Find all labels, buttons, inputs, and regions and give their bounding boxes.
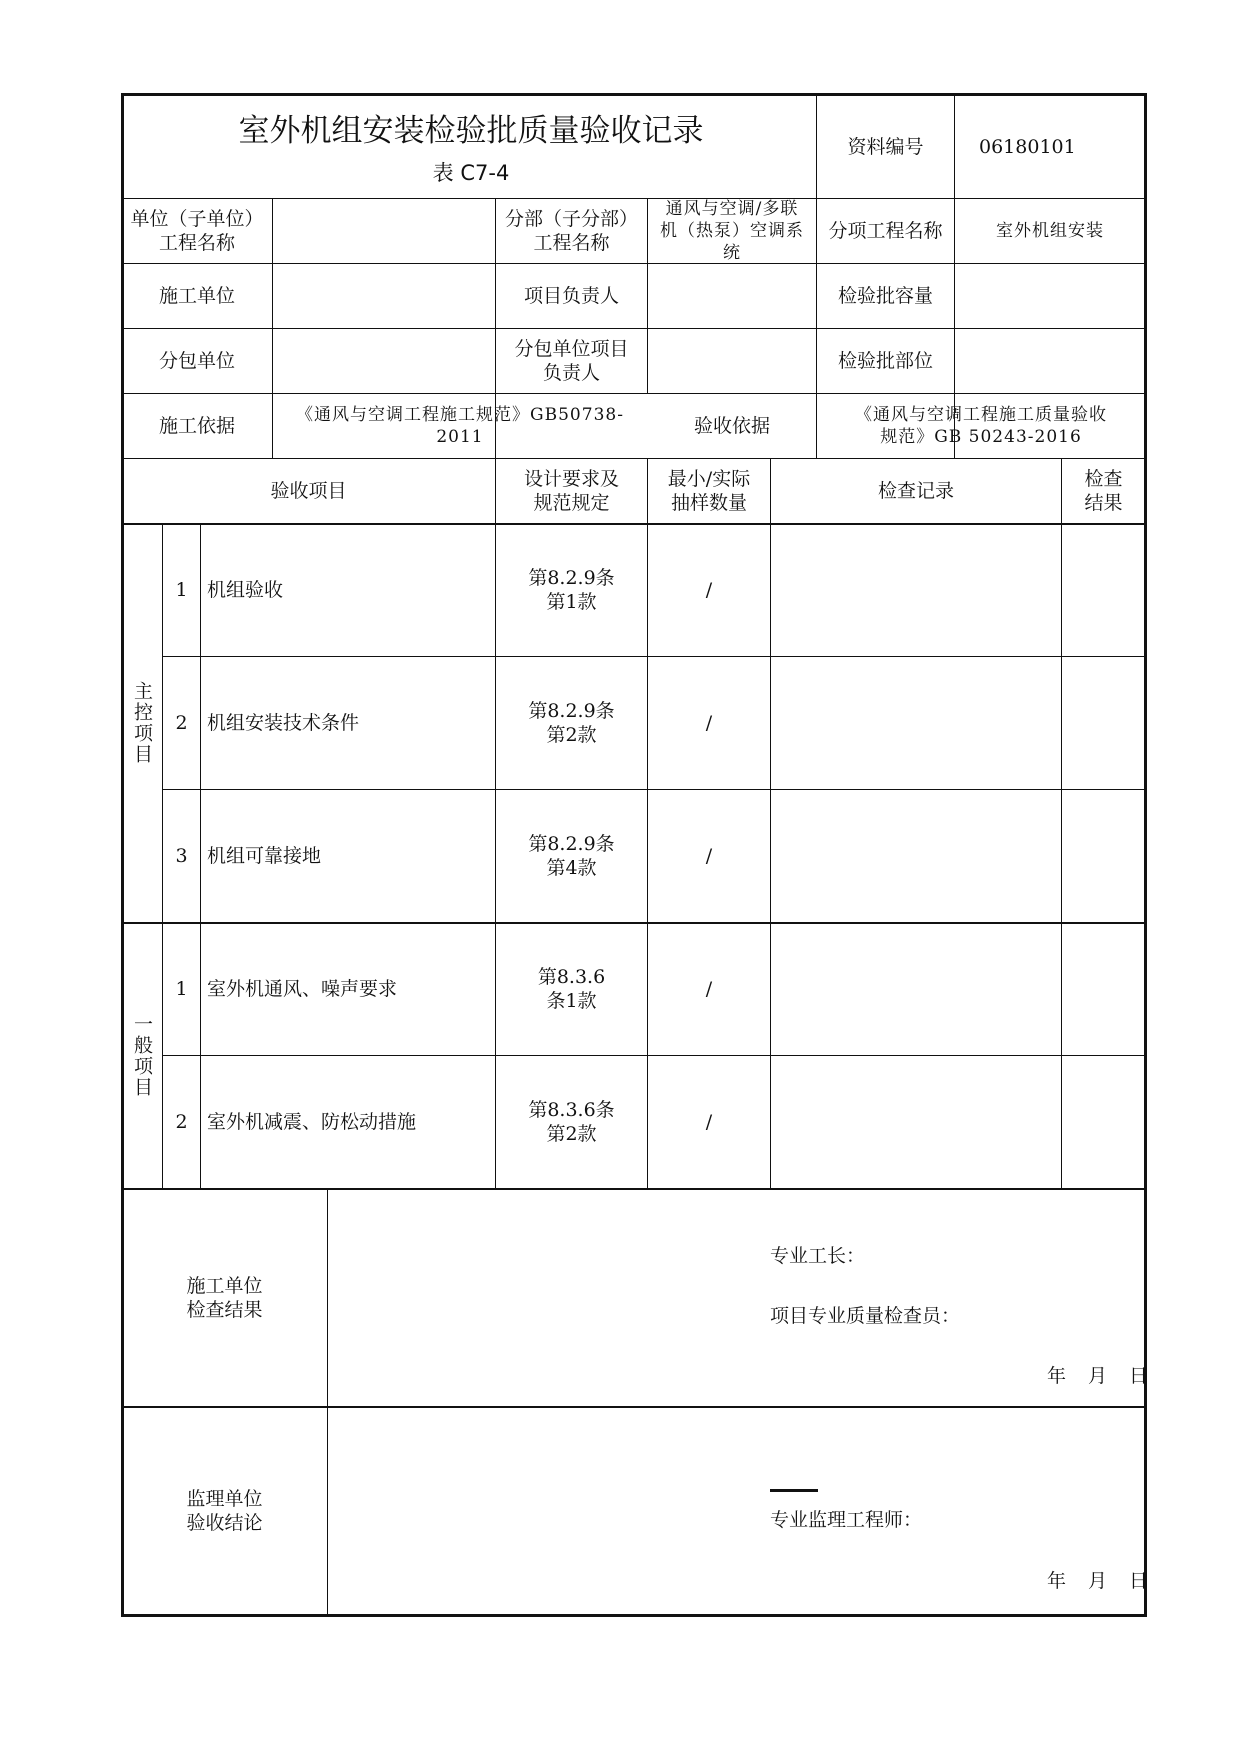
row-item-name: 机组安装技术条件 bbox=[207, 712, 360, 734]
construction-basis-label: 施工依据 bbox=[158, 415, 235, 437]
row-number: 3 bbox=[175, 845, 188, 867]
row-number: 2 bbox=[175, 712, 188, 734]
acceptance-basis-value: 《通风与空调工程施工质量验收 规范》GB 50243-2016 bbox=[855, 405, 1107, 447]
batch-capacity-label: 检验批容量 bbox=[837, 285, 933, 307]
row-sample[interactable]: / bbox=[705, 579, 713, 601]
contractor-label: 施工单位 bbox=[158, 285, 235, 307]
sub-manager-label: 分包单位项目 负责人 bbox=[514, 338, 629, 384]
contractor-value[interactable] bbox=[273, 264, 495, 328]
supervising-engineer-signature-label: 专业监理工程师： bbox=[770, 1509, 923, 1531]
row-result[interactable] bbox=[1062, 923, 1145, 1055]
batch-location-label: 检验批部位 bbox=[837, 350, 933, 372]
main-group-label: 主控项目 bbox=[131, 681, 153, 765]
sub-project-label: 分部（子分部） 工程名称 bbox=[504, 208, 638, 254]
row-record[interactable] bbox=[771, 923, 1061, 1055]
item-project-value[interactable]: 室外机组安装 bbox=[996, 221, 1104, 241]
row-sample[interactable]: / bbox=[705, 712, 713, 734]
batch-location-value[interactable] bbox=[955, 329, 1145, 393]
construction-basis-value: 《通风与空调工程施工规范》GB50738- 2011 bbox=[296, 405, 624, 447]
row-item-name: 机组可靠接地 bbox=[207, 845, 322, 867]
row-result[interactable] bbox=[1062, 790, 1145, 922]
row-result[interactable] bbox=[1062, 524, 1145, 656]
row-number: 2 bbox=[175, 1111, 188, 1133]
row-number: 1 bbox=[175, 579, 188, 601]
row-result[interactable] bbox=[1062, 1056, 1145, 1188]
subcontractor-label: 分包单位 bbox=[158, 350, 235, 372]
header-result: 检查 结果 bbox=[1084, 468, 1123, 514]
quality-inspector-signature-label: 项目专业质量检查员： bbox=[770, 1305, 961, 1327]
row-sample[interactable]: / bbox=[705, 1111, 713, 1133]
row-spec: 第8.3.6条 第2款 bbox=[528, 1099, 615, 1145]
row-item-name: 室外机通风、噪声要求 bbox=[207, 978, 398, 1000]
document-title: 室外机组安装检验批质量验收记录 bbox=[238, 113, 704, 149]
general-group-label-cell bbox=[122, 923, 162, 1188]
batch-capacity-value[interactable] bbox=[955, 264, 1145, 328]
project-manager-label: 项目负责人 bbox=[523, 285, 619, 307]
subcontractor-value[interactable] bbox=[273, 329, 495, 393]
row-item-name: 机组验收 bbox=[207, 579, 284, 601]
header-record: 检查记录 bbox=[877, 480, 954, 502]
row-spec: 第8.3.6 条1款 bbox=[537, 966, 606, 1012]
row-spec: 第8.2.9条 第4款 bbox=[528, 833, 615, 879]
header-item: 验收项目 bbox=[270, 480, 347, 502]
construction-date: 年月日 bbox=[1047, 1365, 1171, 1387]
handwritten-mark bbox=[770, 1489, 818, 1492]
acceptance-basis-label: 验收依据 bbox=[693, 415, 770, 437]
header-sample: 最小/实际 抽样数量 bbox=[667, 468, 751, 514]
row-spec: 第8.2.9条 第2款 bbox=[528, 700, 615, 746]
header-design: 设计要求及 规范规定 bbox=[523, 468, 619, 514]
sub-project-value[interactable]: 通风与空调/多联 机（热泵）空调系 统 bbox=[660, 199, 804, 263]
unit-label: 单位（子单位） 工程名称 bbox=[130, 208, 264, 254]
row-result[interactable] bbox=[1062, 657, 1145, 789]
form-number: 表 C7-4 bbox=[432, 161, 510, 185]
row-number: 1 bbox=[175, 978, 188, 1000]
grid-line bbox=[327, 1188, 328, 1616]
supervision-result-label: 监理单位 验收结论 bbox=[186, 1488, 263, 1534]
foreman-signature-label: 专业工长： bbox=[770, 1245, 866, 1267]
row-sample[interactable]: / bbox=[705, 978, 713, 1000]
row-record[interactable] bbox=[771, 790, 1061, 922]
unit-value[interactable] bbox=[273, 199, 495, 263]
row-sample[interactable]: / bbox=[705, 845, 713, 867]
supervision-date: 年月日 bbox=[1047, 1570, 1171, 1592]
sub-manager-value[interactable] bbox=[648, 329, 816, 393]
row-record[interactable] bbox=[771, 657, 1061, 789]
main-group-label-cell bbox=[122, 524, 162, 922]
row-spec: 第8.2.9条 第1款 bbox=[528, 567, 615, 613]
doc-no-value: 06180101 bbox=[979, 135, 1076, 158]
row-record[interactable] bbox=[771, 524, 1061, 656]
row-item-name: 室外机减震、防松动措施 bbox=[207, 1111, 417, 1133]
row-record[interactable] bbox=[771, 1056, 1061, 1188]
general-group-label: 一般项目 bbox=[131, 1013, 153, 1098]
construction-result-label: 施工单位 检查结果 bbox=[186, 1274, 263, 1321]
project-manager-value[interactable] bbox=[648, 264, 816, 328]
doc-no-label: 资料编号 bbox=[847, 135, 924, 158]
item-project-label: 分项工程名称 bbox=[828, 220, 943, 242]
